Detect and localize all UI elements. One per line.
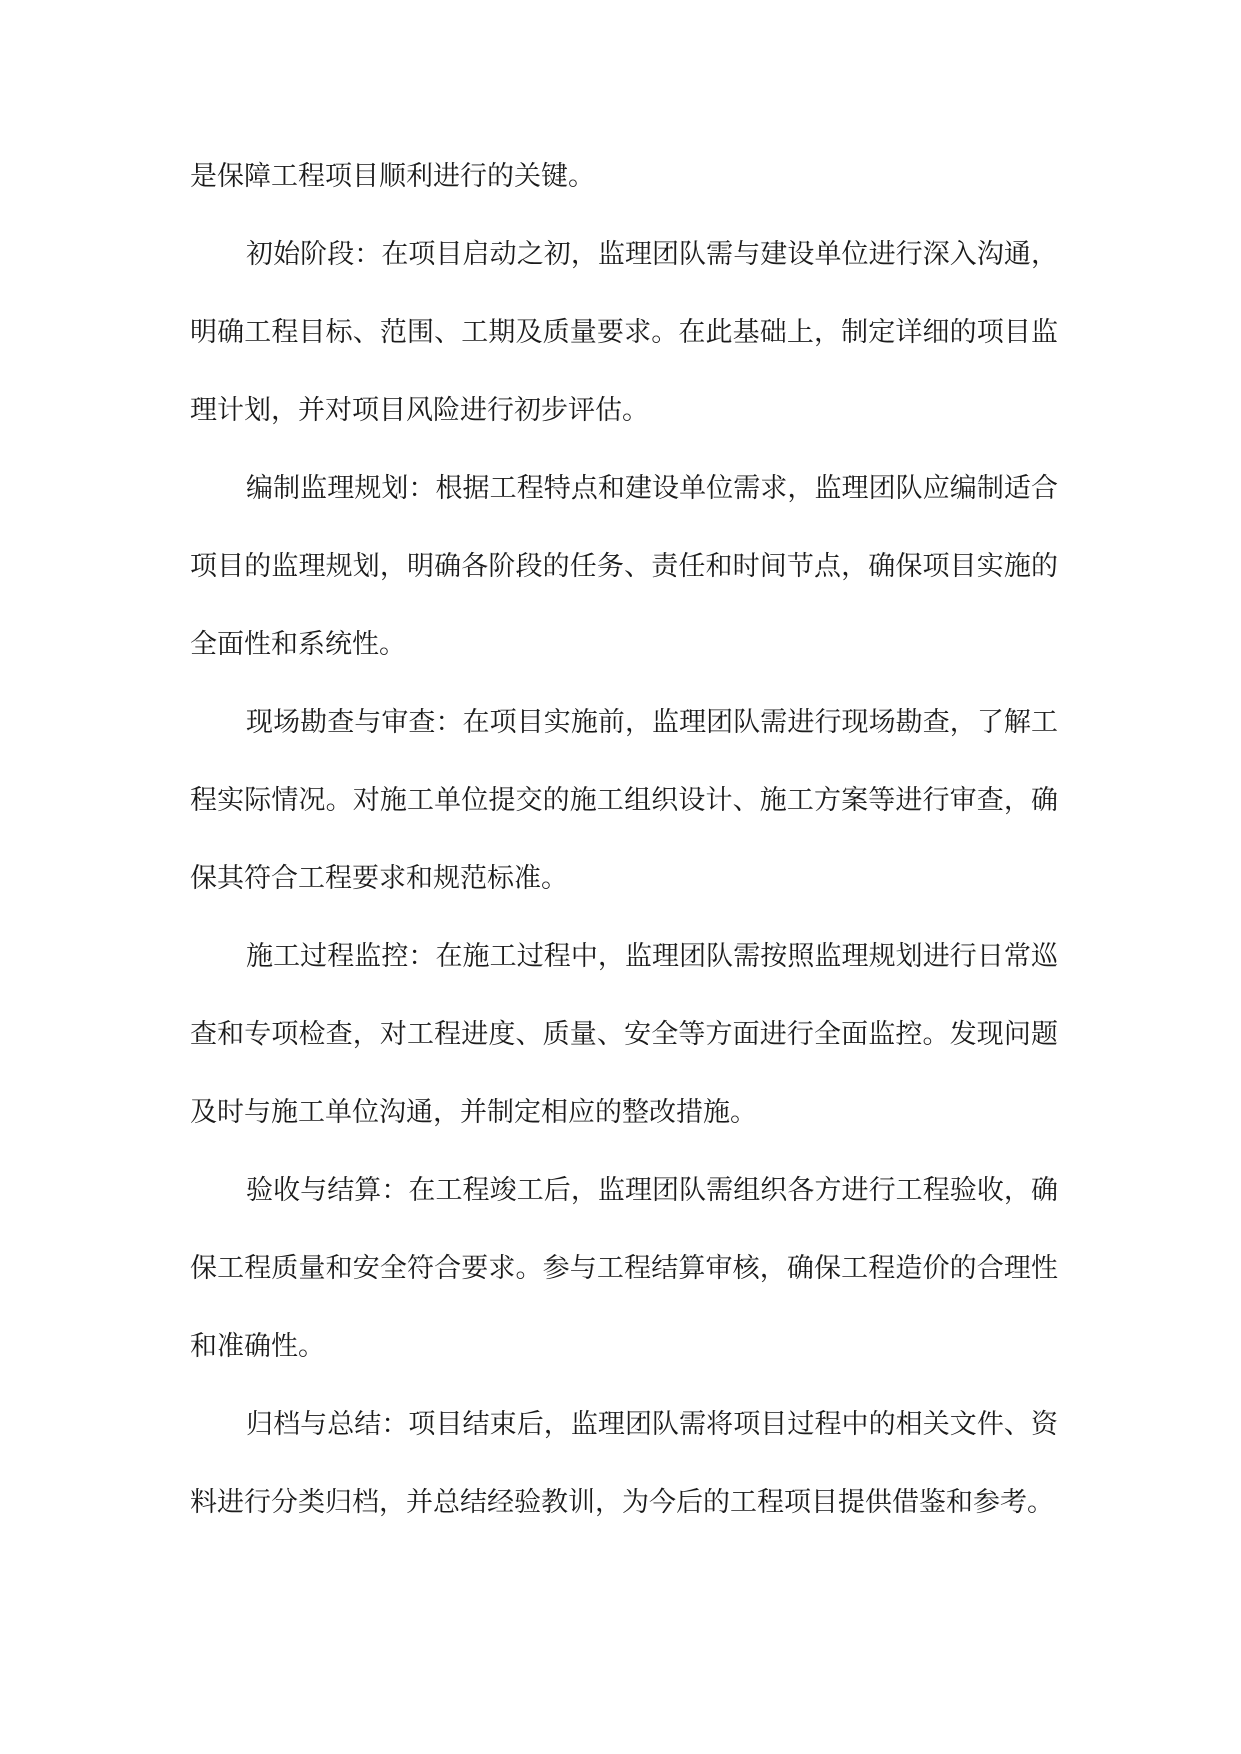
paragraph-supervision-planning: 编制监理规划：根据工程特点和建设单位需求，监理团队应编制适合项目的监理规划，明确各阶段的任务、责任和时间节点，确保项目实施的全面性和系统性。: [190, 473, 1058, 660]
paragraph-construction-monitoring: 施工过程监控：在施工过程中，监理团队需按照监理规划进行日常巡查和专项检查，对工程进度、质量、安全等方面进行全面监控。发现问题及时与施工单位沟通，并制定相应的整改措施。: [190, 941, 1058, 1128]
paragraph-continuation: 是保障工程项目顺利进行的关键。: [190, 161, 595, 192]
paragraph-initial-stage: 初始阶段：在项目启动之初，监理团队需与建设单位进行深入沟通，明确工程目标、范围、工期及质量要求。在此基础上，制定详细的项目监理计划，并对项目风险进行初步评估。: [190, 239, 1058, 426]
paragraph-acceptance-settlement: 验收与结算：在工程竣工后，监理团队需组织各方进行工程验收，确保工程质量和安全符合要求。参与工程结算审核，确保工程造价的合理性和准确性。: [190, 1175, 1058, 1362]
document-body: [190, 138, 1058, 1542]
paragraph-site-survey-review: 现场勘查与审查：在项目实施前，监理团队需进行现场勘查，了解工程实际情况。对施工单位提交的施工组织设计、施工方案等进行审查，确保其符合工程要求和规范标准。: [190, 707, 1058, 894]
paragraph-archiving-summary: 归档与总结：项目结束后，监理团队需将项目过程中的相关文件、资料进行分类归档，并总结经验教训，为今后的工程项目提供借鉴和参考。: [190, 1409, 1058, 1518]
